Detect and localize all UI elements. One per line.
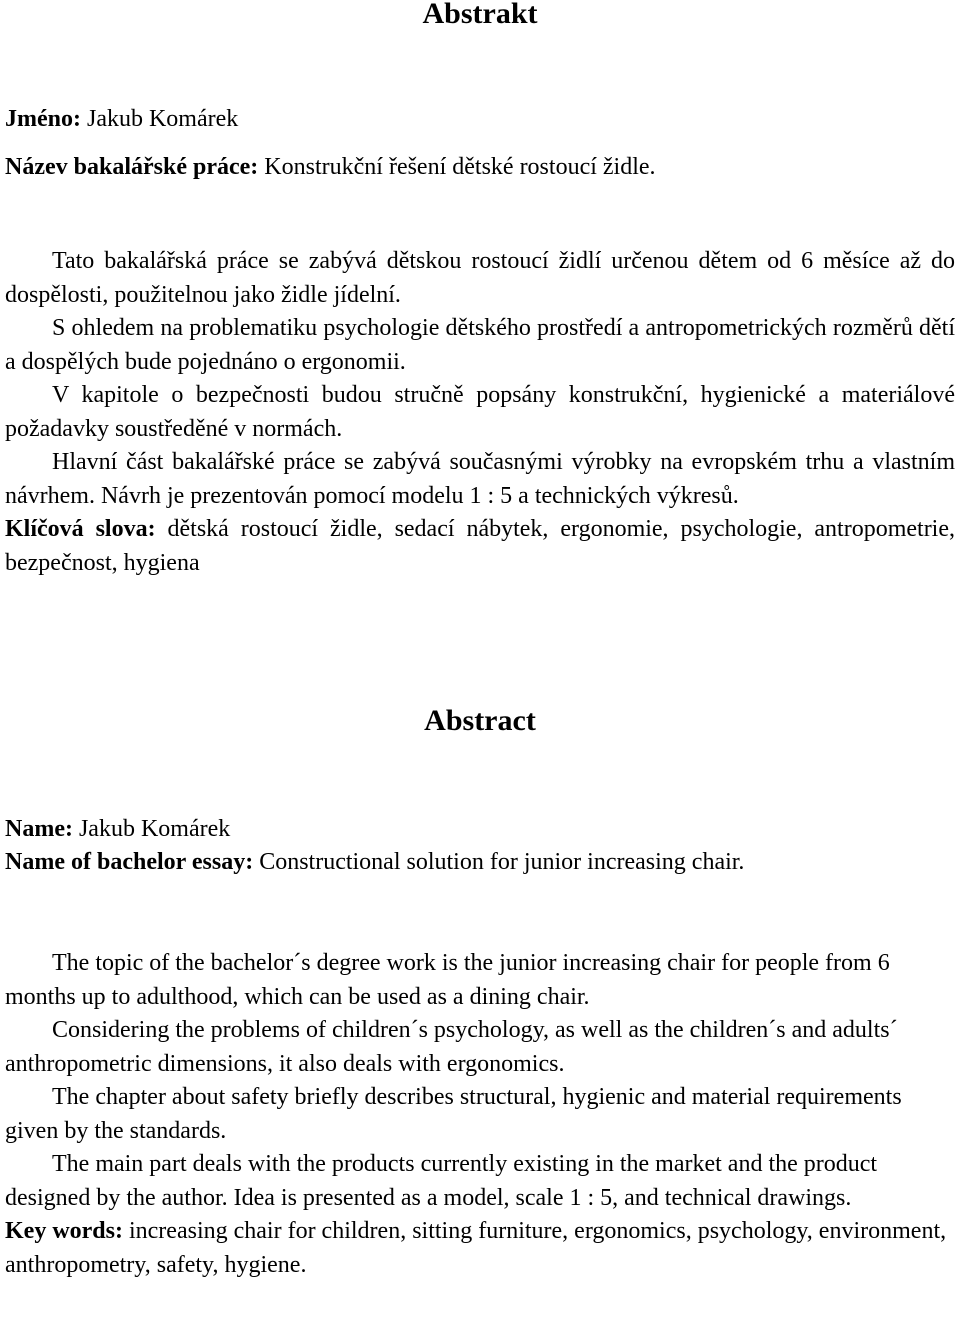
english-keywords-value: increasing chair for children, sitting furniture, ergonomics, psychology, environment, anthropometry, safety, hygiene. — [5, 1218, 947, 1278]
czech-paragraph-3: V kapitole o bezpečnosti budou stručně popsány konstrukční, hygienické a materiálové požadavky soustředěné v normách. — [5, 382, 955, 442]
english-author-line — [5, 814, 955, 844]
english-title-value: Constructional solution for junior increasing chair. — [253, 849, 745, 875]
english-paragraph-4: The main part deals with the products currently existing in the market and the product designed by the author. Idea is presented as a model, scale 1 : 5, and technical drawings. — [5, 1151, 878, 1211]
czech-keywords-label: Klíčová slova: — [5, 516, 156, 542]
czech-name-label: Jméno: — [5, 106, 81, 132]
english-name-label: Name: — [5, 816, 73, 842]
czech-title-label: Název bakalářské práce: — [5, 154, 259, 180]
english-paragraph-3: The chapter about safety briefly describes structural, hygienic and material requirements given by the standards. — [5, 1084, 902, 1144]
english-heading: Abstract — [424, 704, 536, 737]
czech-paragraph-4: Hlavní část bakalářské práce se zabývá současnými výrobky na evropském trhu a vlastním návrhem. Návrh je prezentován pomocí modelu 1 : 5 a technických výkresů. — [5, 449, 955, 509]
czech-thesis-title-line — [5, 152, 955, 182]
czech-keywords — [5, 513, 955, 580]
czech-author-line — [5, 104, 955, 134]
czech-title-value: Konstrukční řešení dětské rostoucí židle. — [258, 154, 656, 180]
czech-heading: Abstrakt — [422, 0, 538, 30]
english-thesis-title-line — [5, 847, 955, 877]
czech-abstract-body — [5, 245, 955, 580]
english-keywords-label: Key words: — [5, 1218, 123, 1244]
english-paragraph-1: The topic of the bachelor´s degree work is the junior increasing chair for people from 6 months up to adulthood, which can be used as a dining chair. — [5, 950, 890, 1010]
czech-name-value: Jakub Komárek — [80, 106, 239, 132]
english-name-value: Jakub Komárek — [72, 816, 231, 842]
english-keywords — [5, 1215, 955, 1282]
english-abstract-body — [5, 947, 955, 1282]
czech-paragraph-1: Tato bakalářská práce se zabývá dětskou rostoucí židlí určenou dětem od 6 měsíce až do dospělosti, použitelnou jako židle jídelní. — [5, 248, 955, 308]
czech-keywords-value: dětská rostoucí židle, sedací nábytek, ergonomie, psychologie, antropometrie, bezpečnost, hygiena — [5, 516, 956, 576]
english-paragraph-2: Considering the problems of children´s psychology, as well as the children´s and adults´ anthropometric dimensions, it also deals with ergonomics. — [5, 1017, 898, 1077]
english-title-label: Name of bachelor essay: — [5, 849, 254, 875]
czech-paragraph-2: S ohledem na problematiku psychologie dětského prostředí a antropometrických rozměrů dětí a dospělých bude pojednáno o ergonomii. — [5, 315, 955, 375]
